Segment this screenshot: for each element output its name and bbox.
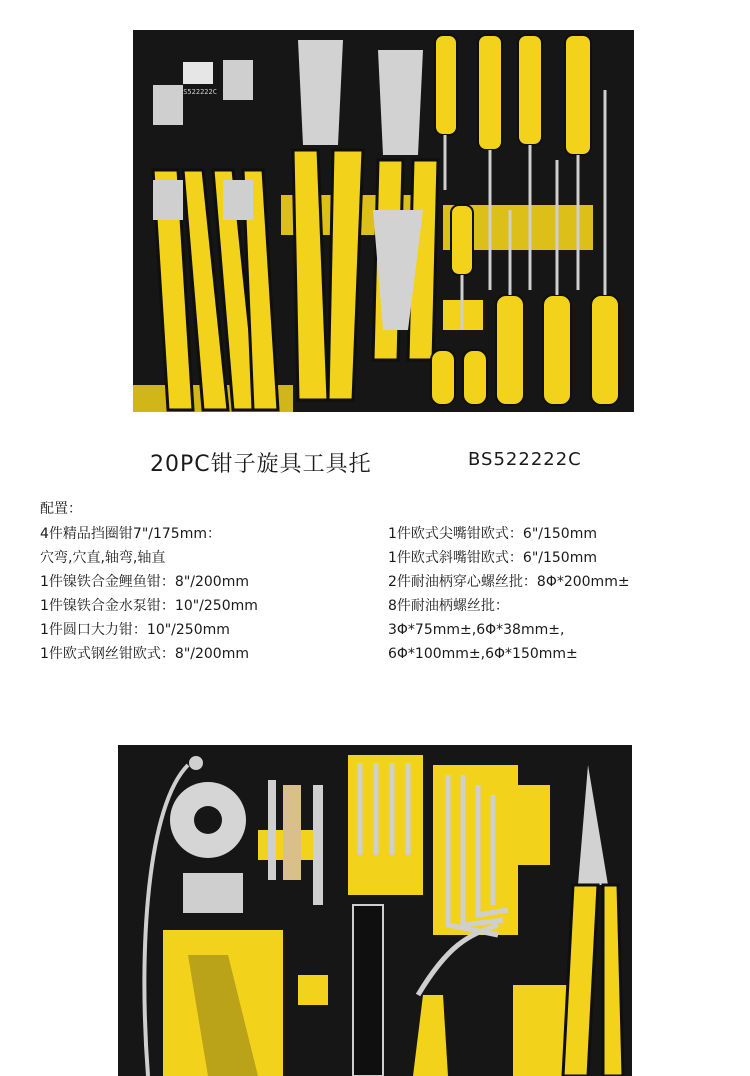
spec-line: 8件耐油柄螺丝批： [388,598,509,614]
product-photo-bottom [118,745,632,1076]
spec-line: 1件欧式斜嘴钳欧式：6"/150mm [388,550,597,566]
spec-line: 1件欧式钢丝钳欧式：8"/200mm [40,646,249,662]
spec-line: 6Φ*100mm±,6Φ*150mm± [388,646,578,662]
spec-line: 1件镍铁合金鲤鱼钳：8"/200mm [40,574,249,590]
spec-line: 2件耐油柄穿心螺丝批：8Φ*200mm± [388,574,630,590]
spec-line: 1件圆口大力钳：10"/250mm [40,622,230,638]
spec-list-right [388,522,630,666]
product-title-row [0,447,750,477]
product-title: 20PC钳子旋具工具托 [150,452,372,477]
spec-line: 1件欧式尖嘴钳欧式：6"/150mm [388,526,597,542]
spec-list-left [40,522,258,666]
spec-line: 1件镍铁合金水泵钳：10"/250mm [40,598,258,614]
spec-line: 穴弯,穴直,轴弯,轴直 [40,550,166,566]
product-code: BS522222C [468,449,582,470]
product-photo-top [133,30,634,412]
tool-tray-illustration-bottom [118,745,632,1076]
spec-line: 4件精品挡圈钳7"/175mm： [40,526,221,542]
brand-logo-text: BS522222C [179,88,217,96]
brand-logo [183,62,213,84]
spec-heading: 配置： [40,501,82,517]
spec-line: 3Φ*75mm±,6Φ*38mm±, [388,622,565,638]
